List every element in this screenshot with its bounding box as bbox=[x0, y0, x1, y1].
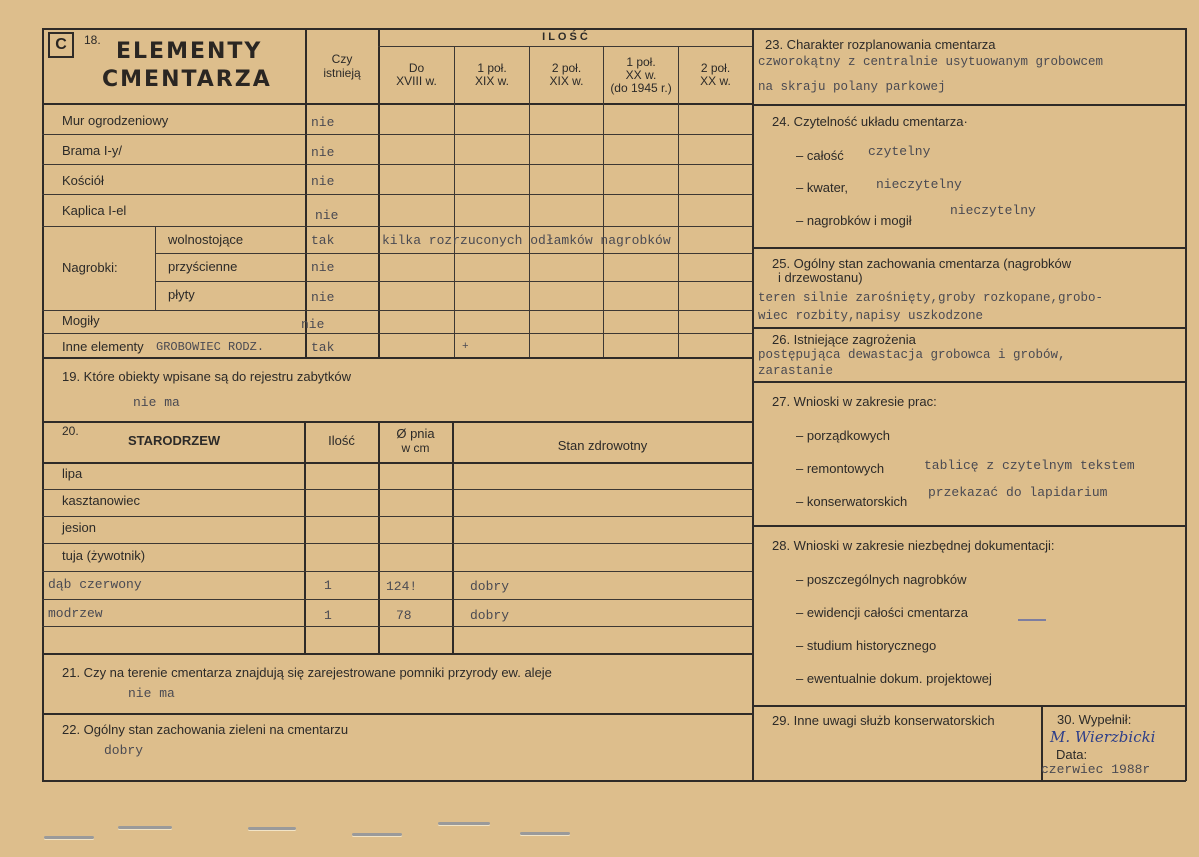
czy-istnieja-line1: Czy bbox=[331, 52, 353, 66]
s20-title: STARODRZEW bbox=[128, 433, 221, 448]
s26-line2: zarastanie bbox=[758, 364, 834, 378]
tree-diam: 78 bbox=[396, 608, 412, 623]
s25-line2: wiec rozbity,napisy uszkodzone bbox=[758, 309, 984, 323]
s24-item-label: – całość bbox=[796, 148, 844, 163]
s30-date-label: Data: bbox=[1056, 747, 1088, 762]
ilosc-header: I L O Ś Ć bbox=[542, 31, 588, 43]
value-kosciol: nie bbox=[311, 174, 335, 189]
s24-item-value: nieczytelny bbox=[876, 177, 962, 192]
row-line bbox=[42, 194, 752, 195]
ilosc-underline bbox=[378, 46, 752, 47]
s20-col-ilosc: Ilość bbox=[328, 433, 355, 448]
row-line bbox=[42, 516, 752, 517]
section-letter-box: C bbox=[48, 32, 74, 58]
col-period-3 bbox=[529, 46, 530, 358]
tree-qty: 1 bbox=[324, 578, 332, 593]
row-label-inne: Inne elementy bbox=[62, 339, 144, 354]
row-label-przyscienne: przyścienne bbox=[168, 259, 238, 274]
period-label: 1 poł. bbox=[477, 61, 507, 75]
row-line bbox=[42, 226, 752, 227]
s22-answer: dobry bbox=[104, 743, 144, 758]
right-outer-border bbox=[1185, 28, 1187, 781]
s28-dash-mark bbox=[1018, 619, 1046, 621]
s24-item-label: – kwater, bbox=[796, 180, 849, 195]
col-tree-qty-left bbox=[304, 421, 306, 653]
period-label: XX w. bbox=[625, 68, 657, 82]
s28-item: – ewidencji całości cmentarza bbox=[796, 605, 968, 620]
value-plyty: nie bbox=[311, 290, 335, 305]
s19-question: 19. Które obiekty wpisane są do rejestru zabytków bbox=[62, 369, 352, 384]
section-28-top bbox=[752, 525, 1186, 527]
tree-diam: 124! bbox=[386, 579, 418, 594]
s28-item: – studium historycznego bbox=[796, 638, 937, 653]
section-20-top bbox=[42, 421, 753, 423]
staple bbox=[118, 826, 172, 829]
row-line bbox=[42, 489, 752, 490]
title-elementy: ELEMENTY bbox=[116, 39, 263, 64]
right-bottom-border bbox=[752, 780, 1186, 782]
s26-question: 26. Istniejące zagrożenia bbox=[772, 332, 916, 347]
period-do-xviii bbox=[379, 62, 454, 88]
s28-question: 28. Wnioski w zakresie niezbędnej dokumentacji: bbox=[772, 538, 1055, 553]
row-line bbox=[42, 599, 752, 600]
s24-question: 24. Czytelność układu cmentarza· bbox=[772, 114, 968, 129]
tree-name: modrzew bbox=[48, 606, 103, 621]
section-29-top bbox=[752, 705, 1186, 707]
s28-item: – poszczególnych nagrobków bbox=[796, 572, 967, 587]
period-label: XVIII w. bbox=[396, 74, 437, 88]
staple bbox=[248, 827, 296, 830]
row-line bbox=[42, 571, 752, 572]
staple bbox=[352, 833, 402, 836]
row-label-kosciol: Kościół bbox=[62, 173, 104, 188]
section-18-number: 18. bbox=[84, 33, 101, 47]
left-top-border bbox=[42, 28, 753, 30]
s30-label: 30. Wypełnił: bbox=[1057, 712, 1132, 727]
row-line bbox=[42, 626, 752, 627]
period-1-pol-xx bbox=[604, 56, 678, 95]
row-line bbox=[42, 134, 752, 135]
staple bbox=[520, 832, 570, 835]
czy-istnieja-line2: istnieją bbox=[323, 66, 361, 80]
s20-col-pnia bbox=[379, 426, 452, 456]
period-label: 2 poł. bbox=[700, 61, 731, 75]
value-przyscienne: nie bbox=[311, 260, 335, 275]
col-period-2 bbox=[454, 46, 455, 358]
s25-line1: teren silnie zarośnięty,groby rozkopane,grobo- bbox=[758, 291, 1104, 305]
s21-question: 21. Czy na terenie cmentarza znajdują się zarejestrowane pomniki przyrody ew. aleje bbox=[62, 665, 552, 680]
row-line bbox=[42, 164, 752, 165]
tree-state: dobry bbox=[470, 579, 510, 594]
inne-mark: + bbox=[462, 341, 469, 353]
s19-answer: nie ma bbox=[133, 395, 180, 410]
col-tree-state-left bbox=[452, 421, 454, 653]
header-bottom-line bbox=[42, 103, 753, 105]
s27-item-value: tablicę z czytelnym tekstem bbox=[924, 458, 1135, 473]
tree-name: jesion bbox=[62, 520, 96, 535]
section-27-top bbox=[752, 381, 1186, 383]
tree-qty: 1 bbox=[324, 608, 332, 623]
note-wolnostojace: kilka rozrzuconych odłamków nagrobków bbox=[382, 233, 671, 248]
value-mogily: nie bbox=[301, 317, 325, 332]
row-label-wolnostojace: wolnostojące bbox=[168, 232, 244, 247]
s27-item-value: przekazać do lapidarium bbox=[928, 485, 1108, 500]
tree-name: tuja (żywotnik) bbox=[62, 548, 146, 563]
staple bbox=[44, 836, 94, 839]
row-label-kaplica: Kaplica I-el bbox=[62, 203, 127, 218]
section-26-top bbox=[752, 327, 1186, 329]
row-line bbox=[155, 281, 752, 282]
s30-date: czerwiec 1988r bbox=[1041, 762, 1151, 777]
s20-number: 20. bbox=[62, 424, 79, 438]
row-label-mur: Mur ogrodzeniowy bbox=[62, 113, 169, 128]
s24-item-label: – nagrobków i mogił bbox=[796, 213, 912, 228]
period-label: 1 poł. bbox=[626, 55, 656, 69]
s27-item-label: – konserwatorskich bbox=[796, 494, 908, 509]
s22-question: 22. Ogólny stan zachowania zieleni na cmentarzu bbox=[62, 722, 349, 737]
row-line bbox=[42, 333, 752, 334]
col-period-5 bbox=[678, 46, 679, 358]
staple bbox=[438, 822, 490, 825]
tree-name: dąb czerwony bbox=[48, 577, 142, 592]
s20-col-stan: Stan zdrowotny bbox=[557, 438, 648, 453]
middle-divider bbox=[752, 28, 754, 781]
col-nagrobki-sub bbox=[155, 226, 156, 310]
value-brama: nie bbox=[311, 145, 335, 160]
section-22-top bbox=[42, 713, 753, 715]
s29-question: 29. Inne uwagi służb konserwatorskich bbox=[772, 713, 995, 728]
section-19-top bbox=[42, 357, 753, 359]
s23-line1: czworokątny z centralnie usytuowanym grobowcem bbox=[758, 55, 1104, 69]
row-line bbox=[42, 310, 752, 311]
period-label: XX w. bbox=[700, 74, 731, 88]
period-2-pol-xx bbox=[679, 62, 752, 88]
period-2-pol-xix bbox=[530, 62, 603, 88]
s27-question: 27. Wnioski w zakresie prac: bbox=[772, 394, 937, 409]
s26-line1: postępująca dewastacja grobowca i grobów, bbox=[758, 348, 1066, 362]
row-label-plyty: płyty bbox=[168, 287, 195, 302]
pnia-unit: w cm bbox=[401, 441, 430, 455]
tree-name: kasztanowiec bbox=[62, 493, 141, 508]
section-25-top bbox=[752, 247, 1186, 249]
s21-answer: nie ma bbox=[128, 686, 175, 701]
s30-signature: M. Wierzbicki bbox=[1050, 728, 1156, 746]
s24-item-value: nieczytelny bbox=[950, 203, 1036, 218]
period-label: XIX w. bbox=[549, 74, 584, 88]
value-inne: tak bbox=[311, 340, 335, 355]
row-label-brama: Brama I-y/ bbox=[62, 143, 122, 158]
right-top-border bbox=[752, 28, 1186, 30]
left-bottom-border bbox=[42, 780, 753, 782]
period-label: XIX w. bbox=[474, 74, 509, 88]
s23-question: 23. Charakter rozplanowania cmentarza bbox=[765, 37, 996, 52]
s25-question-line2: i drzewostanu) bbox=[778, 270, 863, 285]
pnia-label: Ø pnia bbox=[396, 426, 435, 441]
tree-state: dobry bbox=[470, 608, 510, 623]
period-label: Do bbox=[408, 61, 425, 75]
value-wolnostojace: tak bbox=[311, 233, 335, 248]
tree-name: lipa bbox=[62, 466, 83, 481]
inne-typed: GROBOWIEC RODZ. bbox=[156, 340, 265, 354]
s24-item-value: czytelny bbox=[868, 144, 931, 159]
period-1-pol-xix bbox=[455, 62, 529, 88]
value-kaplica: nie bbox=[315, 208, 339, 223]
period-label: 2 poł. bbox=[551, 61, 582, 75]
s28-item: – ewentualnie dokum. projektowej bbox=[796, 671, 992, 686]
section-21-top bbox=[42, 653, 753, 655]
tree-header-line bbox=[42, 462, 753, 464]
row-label-nagrobki: Nagrobki: bbox=[62, 260, 118, 275]
title-cmentarza: CMENTARZA bbox=[102, 67, 272, 92]
row-label-mogily: Mogiły bbox=[62, 313, 100, 328]
s27-item-label: – remontowych bbox=[796, 461, 885, 476]
s27-item-label: – porządkowych bbox=[796, 428, 890, 443]
value-mur: nie bbox=[311, 115, 335, 130]
left-outer-border bbox=[42, 28, 44, 781]
row-line bbox=[42, 543, 752, 544]
s23-line2: na skraju polany parkowej bbox=[758, 80, 946, 94]
s25-question-line1: 25. Ogólny stan zachowania cmentarza (nagrobków bbox=[772, 256, 1072, 271]
section-24-top bbox=[752, 104, 1186, 106]
row-line bbox=[155, 253, 752, 254]
period-label: (do 1945 r.) bbox=[610, 81, 672, 95]
